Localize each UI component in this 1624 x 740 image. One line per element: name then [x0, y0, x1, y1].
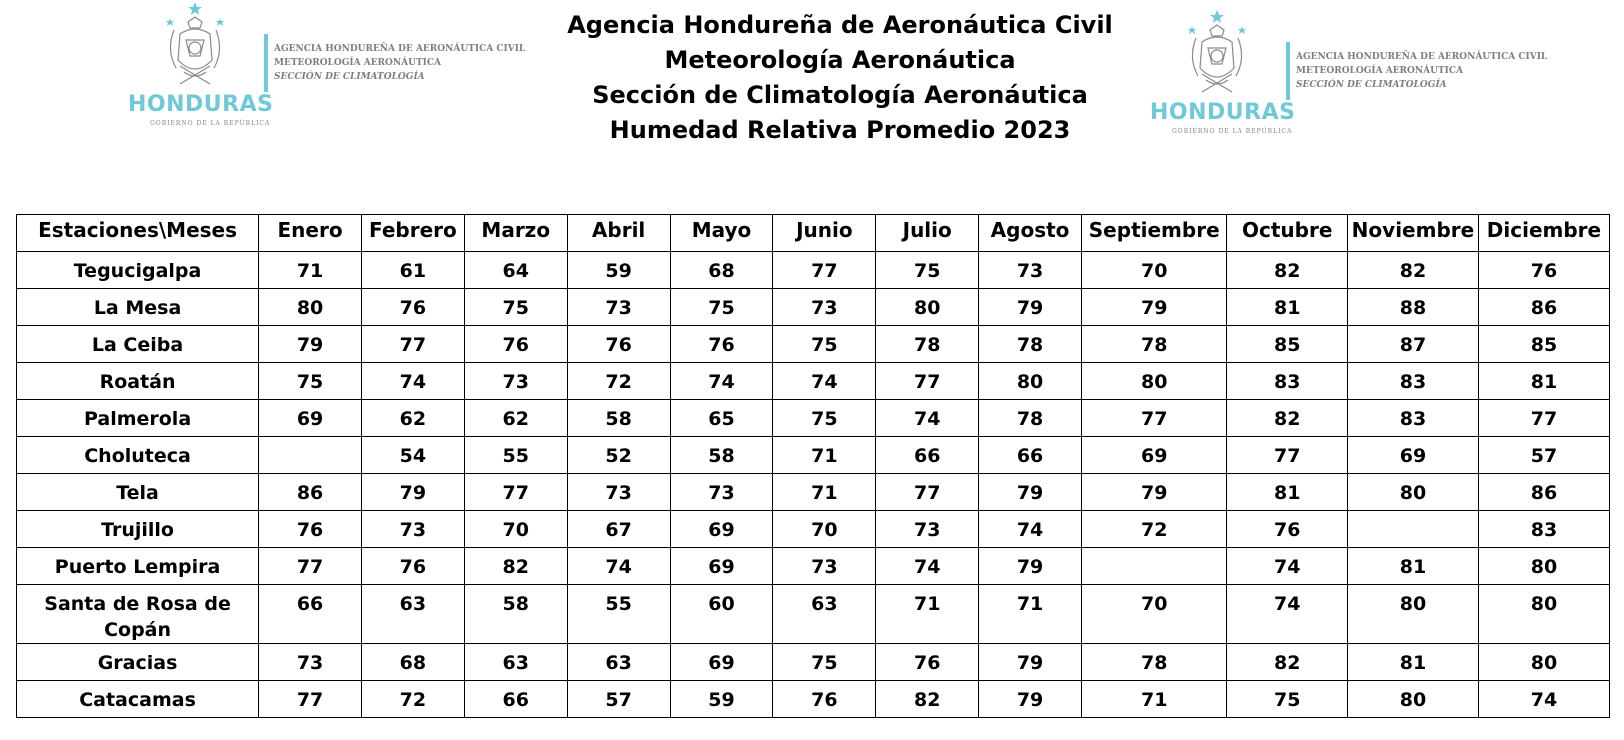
humidity-value-cell: 79 [979, 289, 1082, 326]
humidity-value-cell: 69 [670, 511, 773, 548]
humidity-value-cell: 76 [361, 289, 464, 326]
table-body [17, 252, 1610, 718]
humidity-value-cell: 70 [773, 511, 876, 548]
humidity-value-cell [259, 437, 362, 474]
station-name-cell: Gracias [17, 644, 259, 681]
humidity-value-cell: 62 [464, 400, 567, 437]
humidity-value-cell: 68 [361, 644, 464, 681]
humidity-value-cell: 63 [567, 644, 670, 681]
table-row [17, 289, 1610, 326]
humidity-value-cell: 76 [773, 681, 876, 718]
humidity-value-cell: 73 [567, 289, 670, 326]
humidity-value-cell: 73 [259, 644, 362, 681]
humidity-value-cell: 76 [464, 326, 567, 363]
agency-line: METEOROLOGÍA AERONÁUTICA [1296, 66, 1463, 76]
humidity-value-cell: 83 [1347, 400, 1478, 437]
humidity-value-cell: 77 [773, 252, 876, 289]
humidity-value-cell: 77 [1478, 400, 1609, 437]
coat-of-arms-icon [1182, 8, 1252, 100]
humidity-value-cell: 78 [876, 326, 979, 363]
accent-divider [264, 34, 268, 92]
government-subtitle: GOBIERNO DE LA REPÚBLICA [150, 120, 271, 127]
humidity-value-cell: 71 [259, 252, 362, 289]
humidity-value-cell: 73 [361, 511, 464, 548]
station-name-cell: Puerto Lempira [17, 548, 259, 585]
station-name-cell: Santa de Rosa de Copán [17, 585, 259, 644]
country-wordmark: HONDURAS [128, 92, 274, 117]
title-section: Sección de Climatología Aeronáutica [592, 81, 1088, 109]
humidity-value-cell: 78 [979, 400, 1082, 437]
humidity-value-cell: 78 [1081, 326, 1226, 363]
humidity-value-cell: 82 [876, 681, 979, 718]
agency-line: SECCIÓN DE CLIMATOLOGÍA [274, 72, 425, 82]
table-row [17, 548, 1610, 585]
humidity-value-cell: 79 [1081, 474, 1226, 511]
column-header-month: Septiembre [1081, 215, 1226, 252]
humidity-value-cell: 77 [259, 548, 362, 585]
column-header-month: Junio [773, 215, 876, 252]
humidity-value-cell: 72 [361, 681, 464, 718]
humidity-value-cell: 79 [259, 326, 362, 363]
humidity-value-cell: 61 [361, 252, 464, 289]
humidity-value-cell: 58 [464, 585, 567, 644]
humidity-value-cell: 75 [773, 326, 876, 363]
humidity-value-cell: 88 [1347, 289, 1478, 326]
coat-of-arms-icon [160, 0, 230, 92]
humidity-value-cell: 63 [773, 585, 876, 644]
table-row [17, 585, 1610, 644]
humidity-value-cell: 54 [361, 437, 464, 474]
humidity-value-cell: 75 [773, 400, 876, 437]
humidity-value-cell: 73 [876, 511, 979, 548]
table-header-row [17, 215, 1610, 252]
humidity-value-cell: 82 [1227, 400, 1348, 437]
humidity-value-cell: 79 [1081, 289, 1226, 326]
station-name-cell: Catacamas [17, 681, 259, 718]
column-header-month: Febrero [361, 215, 464, 252]
humidity-value-cell: 80 [259, 289, 362, 326]
table-row [17, 644, 1610, 681]
government-subtitle: GOBIERNO DE LA REPÚBLICA [1172, 128, 1293, 135]
title-department: Meteorología Aeronáutica [664, 46, 1016, 74]
humidity-value-cell: 82 [464, 548, 567, 585]
humidity-value-cell: 74 [876, 400, 979, 437]
humidity-value-cell: 86 [1478, 474, 1609, 511]
humidity-value-cell: 73 [773, 289, 876, 326]
humidity-value-cell: 63 [464, 644, 567, 681]
humidity-value-cell: 85 [1478, 326, 1609, 363]
humidity-value-cell: 71 [1081, 681, 1226, 718]
humidity-value-cell: 66 [876, 437, 979, 474]
humidity-value-cell: 73 [567, 474, 670, 511]
humidity-value-cell: 64 [464, 252, 567, 289]
agency-block [274, 42, 525, 84]
humidity-value-cell: 73 [979, 252, 1082, 289]
humidity-value-cell: 71 [773, 474, 876, 511]
humidity-value-cell: 78 [979, 326, 1082, 363]
humidity-value-cell: 81 [1347, 548, 1478, 585]
humidity-value-cell: 52 [567, 437, 670, 474]
station-name-cell: Choluteca [17, 437, 259, 474]
humidity-value-cell: 75 [464, 289, 567, 326]
humidity-value-cell: 69 [1347, 437, 1478, 474]
humidity-value-cell: 73 [670, 474, 773, 511]
humidity-table [16, 214, 1610, 718]
humidity-value-cell: 74 [567, 548, 670, 585]
table-row [17, 363, 1610, 400]
humidity-value-cell: 80 [1478, 548, 1609, 585]
humidity-value-cell: 79 [979, 474, 1082, 511]
country-wordmark: HONDURAS [1150, 100, 1296, 125]
humidity-value-cell: 66 [259, 585, 362, 644]
humidity-value-cell: 81 [1478, 363, 1609, 400]
humidity-value-cell: 80 [876, 289, 979, 326]
humidity-value-cell: 74 [979, 511, 1082, 548]
humidity-value-cell: 83 [1347, 363, 1478, 400]
humidity-value-cell: 82 [1227, 252, 1348, 289]
agency-line: AGENCIA HONDUREÑA DE AERONÁUTICA CIVIL [274, 44, 526, 54]
humidity-value-cell: 74 [670, 363, 773, 400]
humidity-value-cell: 77 [361, 326, 464, 363]
humidity-value-cell: 70 [1081, 585, 1226, 644]
humidity-value-cell: 77 [464, 474, 567, 511]
agency-line: SECCIÓN DE CLIMATOLOGÍA [1296, 80, 1447, 90]
agency-line: METEOROLOGÍA AERONÁUTICA [274, 58, 441, 68]
station-name-cell: Roatán [17, 363, 259, 400]
humidity-value-cell: 77 [876, 474, 979, 511]
humidity-value-cell: 80 [979, 363, 1082, 400]
column-header-month: Agosto [979, 215, 1082, 252]
humidity-value-cell: 77 [1227, 437, 1348, 474]
station-name-cell: Tegucigalpa [17, 252, 259, 289]
humidity-value-cell: 75 [1227, 681, 1348, 718]
humidity-value-cell: 76 [567, 326, 670, 363]
humidity-value-cell: 55 [567, 585, 670, 644]
humidity-value-cell: 74 [773, 363, 876, 400]
column-header-month: Octubre [1227, 215, 1348, 252]
station-name-cell: Trujillo [17, 511, 259, 548]
table-row [17, 511, 1610, 548]
humidity-value-cell: 60 [670, 585, 773, 644]
humidity-value-cell: 69 [1081, 437, 1226, 474]
column-header-month: Marzo [464, 215, 567, 252]
humidity-value-cell: 80 [1478, 644, 1609, 681]
accent-divider [1286, 42, 1290, 100]
humidity-value-cell: 70 [1081, 252, 1226, 289]
humidity-value-cell: 81 [1227, 474, 1348, 511]
humidity-value-cell: 73 [773, 548, 876, 585]
humidity-value-cell: 77 [259, 681, 362, 718]
humidity-value-cell: 76 [1227, 511, 1348, 548]
humidity-value-cell: 72 [567, 363, 670, 400]
humidity-value-cell: 58 [567, 400, 670, 437]
humidity-value-cell: 69 [670, 548, 773, 585]
column-header-month: Noviembre [1347, 215, 1478, 252]
humidity-value-cell: 86 [259, 474, 362, 511]
humidity-value-cell: 69 [670, 644, 773, 681]
title-agency: Agencia Hondureña de Aeronáutica Civil [567, 11, 1113, 39]
humidity-value-cell: 85 [1227, 326, 1348, 363]
humidity-value-cell: 76 [876, 644, 979, 681]
humidity-value-cell: 74 [1227, 548, 1348, 585]
humidity-value-cell: 80 [1478, 585, 1609, 644]
humidity-value-cell: 80 [1347, 585, 1478, 644]
humidity-value-cell: 83 [1227, 363, 1348, 400]
table-row [17, 474, 1610, 511]
station-name-cell: La Mesa [17, 289, 259, 326]
humidity-value-cell: 81 [1347, 644, 1478, 681]
document-title-block [520, 8, 1160, 148]
table-row [17, 681, 1610, 718]
humidity-value-cell: 74 [876, 548, 979, 585]
agency-line: AGENCIA HONDUREÑA DE AERONÁUTICA CIVIL [1296, 52, 1548, 62]
humidity-value-cell: 63 [361, 585, 464, 644]
humidity-value-cell: 79 [979, 644, 1082, 681]
table-row [17, 326, 1610, 363]
humidity-value-cell: 79 [979, 548, 1082, 585]
humidity-value-cell [1347, 511, 1478, 548]
agency-block [1296, 50, 1547, 92]
column-header-month: Abril [567, 215, 670, 252]
humidity-value-cell: 74 [1227, 585, 1348, 644]
humidity-value-cell: 66 [464, 681, 567, 718]
humidity-value-cell: 76 [670, 326, 773, 363]
humidity-value-cell: 81 [1227, 289, 1348, 326]
humidity-value-cell: 80 [1081, 363, 1226, 400]
column-header-month: Julio [876, 215, 979, 252]
humidity-value-cell: 65 [670, 400, 773, 437]
table-row [17, 400, 1610, 437]
humidity-value-cell: 74 [361, 363, 464, 400]
humidity-value-cell: 83 [1478, 511, 1609, 548]
column-header-month: Enero [259, 215, 362, 252]
humidity-value-cell: 74 [1478, 681, 1609, 718]
humidity-value-cell: 77 [1081, 400, 1226, 437]
humidity-value-cell: 78 [1081, 644, 1226, 681]
humidity-value-cell: 72 [1081, 511, 1226, 548]
humidity-value-cell: 55 [464, 437, 567, 474]
humidity-value-cell: 80 [1347, 474, 1478, 511]
humidity-value-cell: 76 [361, 548, 464, 585]
column-header-stations: Estaciones\Meses [17, 215, 259, 252]
humidity-value-cell: 87 [1347, 326, 1478, 363]
humidity-value-cell: 67 [567, 511, 670, 548]
humidity-value-cell: 57 [567, 681, 670, 718]
humidity-value-cell: 79 [361, 474, 464, 511]
humidity-value-cell: 80 [1347, 681, 1478, 718]
humidity-value-cell: 77 [876, 363, 979, 400]
station-name-cell: Palmerola [17, 400, 259, 437]
table-row [17, 252, 1610, 289]
column-header-month: Mayo [670, 215, 773, 252]
station-name-cell: La Ceiba [17, 326, 259, 363]
humidity-value-cell: 59 [670, 681, 773, 718]
humidity-value-cell: 76 [1478, 252, 1609, 289]
humidity-value-cell [1081, 548, 1226, 585]
humidity-value-cell: 57 [1478, 437, 1609, 474]
humidity-value-cell: 76 [259, 511, 362, 548]
humidity-value-cell: 71 [876, 585, 979, 644]
humidity-value-cell: 79 [979, 681, 1082, 718]
humidity-value-cell: 73 [464, 363, 567, 400]
humidity-value-cell: 66 [979, 437, 1082, 474]
humidity-value-cell: 75 [259, 363, 362, 400]
humidity-value-cell: 86 [1478, 289, 1609, 326]
table-row [17, 437, 1610, 474]
humidity-value-cell: 75 [876, 252, 979, 289]
humidity-value-cell: 75 [773, 644, 876, 681]
humidity-value-cell: 82 [1227, 644, 1348, 681]
humidity-value-cell: 82 [1347, 252, 1478, 289]
humidity-value-cell: 68 [670, 252, 773, 289]
humidity-value-cell: 71 [979, 585, 1082, 644]
humidity-value-cell: 58 [670, 437, 773, 474]
station-name-cell: Tela [17, 474, 259, 511]
title-report: Humedad Relativa Promedio 2023 [609, 116, 1071, 144]
column-header-month: Diciembre [1478, 215, 1609, 252]
humidity-value-cell: 71 [773, 437, 876, 474]
humidity-value-cell: 59 [567, 252, 670, 289]
humidity-value-cell: 75 [670, 289, 773, 326]
humidity-value-cell: 69 [259, 400, 362, 437]
humidity-value-cell: 70 [464, 511, 567, 548]
humidity-value-cell: 62 [361, 400, 464, 437]
